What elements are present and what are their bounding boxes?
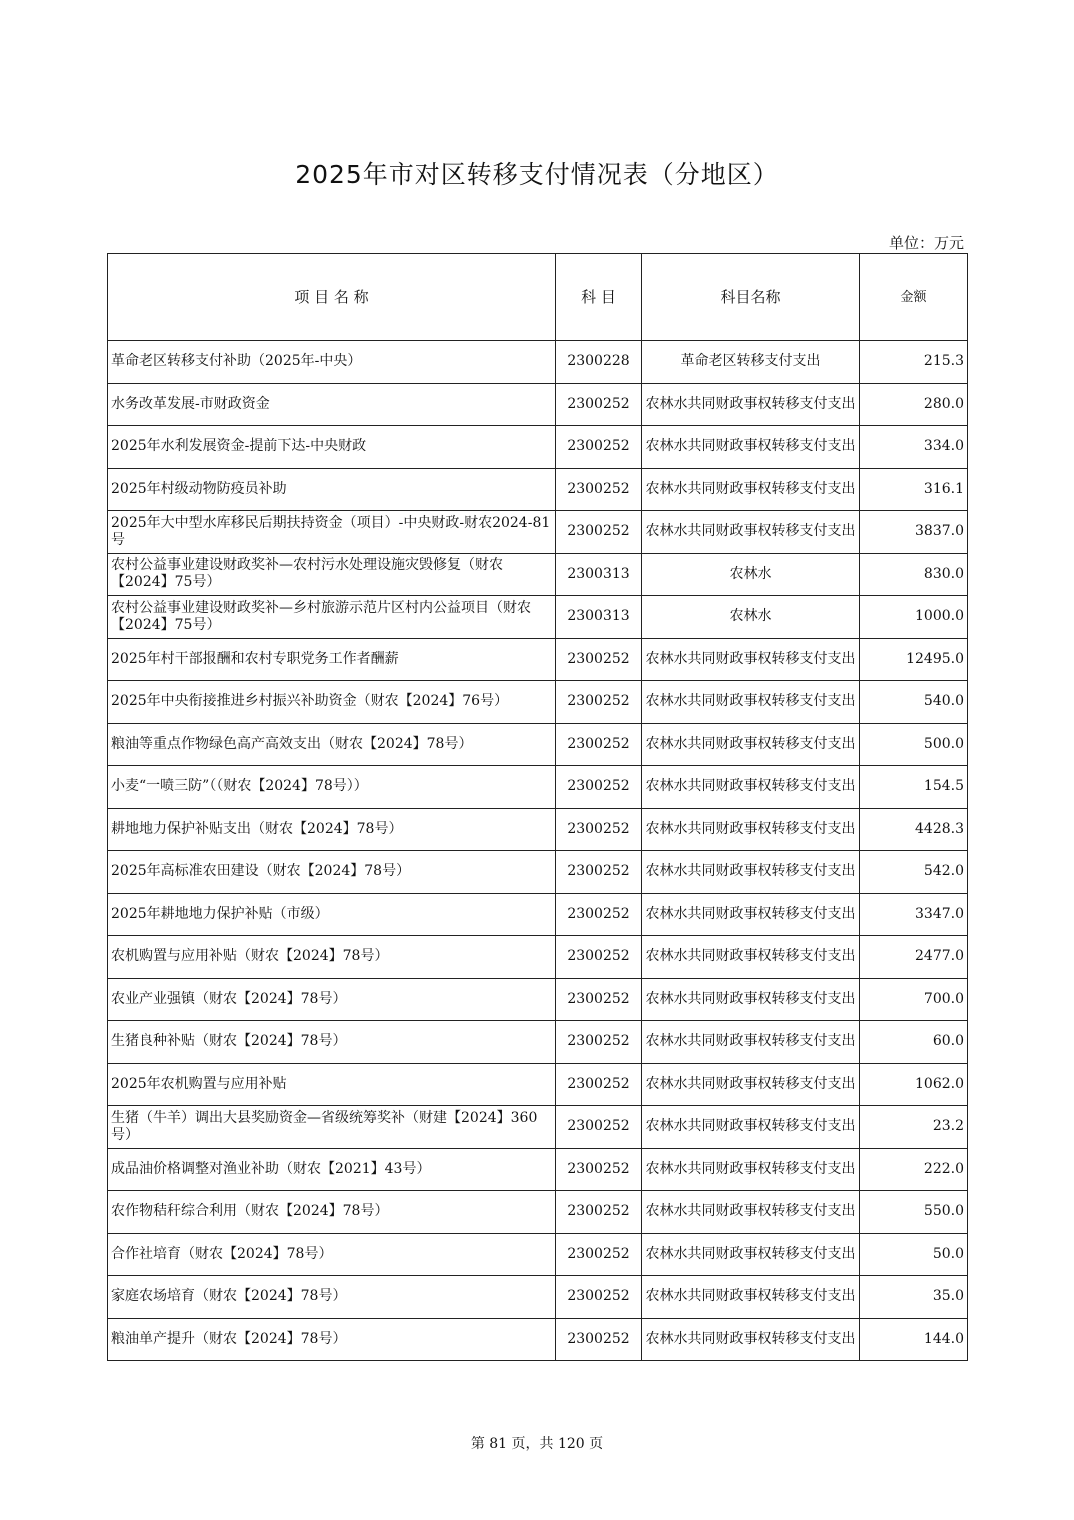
cell-subject-code: 2300252: [556, 893, 642, 936]
table-row: [108, 893, 968, 936]
cell-subject-code: 2300252: [556, 1148, 642, 1191]
cell-subject-name: 革命老区转移支付支出: [642, 341, 860, 384]
table-row: [108, 1318, 968, 1361]
cell-amount: 4428.3: [860, 808, 968, 851]
transfer-payment-table: [107, 253, 968, 1361]
cell-project-name: 生猪（牛羊）调出大县奖励资金—省级统筹奖补（财建【2024】360号）: [108, 1106, 556, 1149]
cell-subject-name: 农林水共同财政事权转移支付支出: [642, 1063, 860, 1106]
cell-project-name: 农作物秸秆综合利用（财农【2024】78号）: [108, 1191, 556, 1234]
table-row: [108, 766, 968, 809]
cell-subject-name: 农林水共同财政事权转移支付支出: [642, 1148, 860, 1191]
cell-subject-code: 2300252: [556, 468, 642, 511]
cell-project-name: 家庭农场培育（财农【2024】78号）: [108, 1276, 556, 1319]
cell-subject-name: 农林水共同财政事权转移支付支出: [642, 808, 860, 851]
cell-subject-name: 农林水共同财政事权转移支付支出: [642, 766, 860, 809]
header-amount: 金额: [860, 254, 968, 341]
table-row: [108, 511, 968, 554]
cell-amount: 50.0: [860, 1233, 968, 1276]
cell-subject-code: 2300252: [556, 383, 642, 426]
cell-subject-name: 农林水共同财政事权转移支付支出: [642, 1318, 860, 1361]
cell-project-name: 水务改革发展-市财政资金: [108, 383, 556, 426]
cell-subject-name: 农林水: [642, 553, 860, 596]
cell-amount: 280.0: [860, 383, 968, 426]
table-row: [108, 936, 968, 979]
cell-subject-code: 2300252: [556, 1106, 642, 1149]
cell-subject-code: 2300252: [556, 511, 642, 554]
cell-subject-code: 2300252: [556, 1318, 642, 1361]
cell-subject-code: 2300252: [556, 1021, 642, 1064]
cell-subject-name: 农林水共同财政事权转移支付支出: [642, 936, 860, 979]
cell-project-name: 2025年村级动物防疫员补助: [108, 468, 556, 511]
cell-project-name: 2025年高标准农田建设（财农【2024】78号）: [108, 851, 556, 894]
cell-subject-code: 2300252: [556, 808, 642, 851]
table-row: [108, 1021, 968, 1064]
cell-amount: 144.0: [860, 1318, 968, 1361]
cell-amount: 334.0: [860, 426, 968, 469]
table-row: [108, 426, 968, 469]
cell-amount: 60.0: [860, 1021, 968, 1064]
cell-project-name: 2025年大中型水库移民后期扶持资金（项目）-中央财政-财农2024-81号: [108, 511, 556, 554]
cell-amount: 154.5: [860, 766, 968, 809]
cell-project-name: 耕地地力保护补贴支出（财农【2024】78号）: [108, 808, 556, 851]
header-project-name: 项 目 名 称: [108, 254, 556, 341]
table-row: [108, 681, 968, 724]
cell-amount: 540.0: [860, 681, 968, 724]
table-row: [108, 596, 968, 639]
table-row: [108, 468, 968, 511]
cell-subject-name: 农林水共同财政事权转移支付支出: [642, 468, 860, 511]
cell-amount: 542.0: [860, 851, 968, 894]
cell-subject-name: 农林水共同财政事权转移支付支出: [642, 723, 860, 766]
cell-project-name: 农业产业强镇（财农【2024】78号）: [108, 978, 556, 1021]
cell-subject-code: 2300252: [556, 936, 642, 979]
table-row: [108, 851, 968, 894]
cell-subject-code: 2300252: [556, 1191, 642, 1234]
cell-subject-name: 农林水共同财政事权转移支付支出: [642, 1276, 860, 1319]
cell-project-name: 2025年村干部报酬和农村专职党务工作者酬薪: [108, 638, 556, 681]
cell-project-name: 成品油价格调整对渔业补助（财农【2021】43号）: [108, 1148, 556, 1191]
page-number: 第 81 页，共 120 页: [470, 1436, 604, 1452]
table-row: [108, 553, 968, 596]
cell-project-name: 农村公益事业建设财政奖补—乡村旅游示范片区村内公益项目（财农【2024】75号）: [108, 596, 556, 639]
cell-amount: 23.2: [860, 1106, 968, 1149]
cell-project-name: 生猪良种补贴（财农【2024】78号）: [108, 1021, 556, 1064]
cell-amount: 215.3: [860, 341, 968, 384]
cell-amount: 3837.0: [860, 511, 968, 554]
table-row: [108, 341, 968, 384]
cell-subject-code: 2300252: [556, 638, 642, 681]
cell-subject-name: 农林水共同财政事权转移支付支出: [642, 893, 860, 936]
table-row: [108, 1191, 968, 1234]
cell-subject-code: 2300252: [556, 1276, 642, 1319]
cell-project-name: 革命老区转移支付补助（2025年-中央）: [108, 341, 556, 384]
table-row: [108, 1233, 968, 1276]
cell-subject-name: 农林水共同财政事权转移支付支出: [642, 1191, 860, 1234]
cell-subject-code: 2300252: [556, 681, 642, 724]
cell-amount: 35.0: [860, 1276, 968, 1319]
table-row: [108, 1106, 968, 1149]
cell-subject-name: 农林水: [642, 596, 860, 639]
cell-subject-code: 2300252: [556, 978, 642, 1021]
table-header-row: [108, 254, 968, 341]
table-row: [108, 978, 968, 1021]
cell-subject-code: 2300252: [556, 723, 642, 766]
cell-subject-code: 2300252: [556, 851, 642, 894]
table-row: [108, 1063, 968, 1106]
cell-amount: 12495.0: [860, 638, 968, 681]
header-subject-code: 科 目: [556, 254, 642, 341]
cell-amount: 830.0: [860, 553, 968, 596]
page-title: 2025年市对区转移支付情况表（分地区）: [295, 160, 779, 189]
cell-subject-name: 农林水共同财政事权转移支付支出: [642, 1233, 860, 1276]
cell-subject-code: 2300252: [556, 1063, 642, 1106]
cell-project-name: 2025年耕地地力保护补贴（市级）: [108, 893, 556, 936]
cell-amount: 3347.0: [860, 893, 968, 936]
cell-amount: 500.0: [860, 723, 968, 766]
cell-project-name: 2025年中央衔接推进乡村振兴补助资金（财农【2024】76号）: [108, 681, 556, 724]
unit-label: 单位：万元: [888, 234, 964, 252]
cell-project-name: 合作社培育（财农【2024】78号）: [108, 1233, 556, 1276]
cell-subject-name: 农林水共同财政事权转移支付支出: [642, 978, 860, 1021]
cell-subject-code: 2300313: [556, 553, 642, 596]
cell-amount: 1062.0: [860, 1063, 968, 1106]
cell-project-name: 农村公益事业建设财政奖补—农村污水处理设施灾毁修复（财农【2024】75号）: [108, 553, 556, 596]
cell-amount: 222.0: [860, 1148, 968, 1191]
cell-subject-name: 农林水共同财政事权转移支付支出: [642, 681, 860, 724]
cell-project-name: 粮油等重点作物绿色高产高效支出（财农【2024】78号）: [108, 723, 556, 766]
cell-project-name: 2025年农机购置与应用补贴: [108, 1063, 556, 1106]
cell-amount: 1000.0: [860, 596, 968, 639]
table-row: [108, 638, 968, 681]
cell-subject-code: 2300228: [556, 341, 642, 384]
cell-project-name: 粮油单产提升（财农【2024】78号）: [108, 1318, 556, 1361]
table-row: [108, 1276, 968, 1319]
cell-amount: 316.1: [860, 468, 968, 511]
table-row: [108, 383, 968, 426]
cell-subject-name: 农林水共同财政事权转移支付支出: [642, 638, 860, 681]
cell-amount: 700.0: [860, 978, 968, 1021]
table-row: [108, 1148, 968, 1191]
cell-subject-code: 2300252: [556, 1233, 642, 1276]
cell-project-name: 农机购置与应用补贴（财农【2024】78号）: [108, 936, 556, 979]
table-row: [108, 723, 968, 766]
cell-subject-name: 农林水共同财政事权转移支付支出: [642, 426, 860, 469]
cell-subject-code: 2300252: [556, 426, 642, 469]
cell-subject-code: 2300252: [556, 766, 642, 809]
cell-subject-name: 农林水共同财政事权转移支付支出: [642, 511, 860, 554]
cell-subject-name: 农林水共同财政事权转移支付支出: [642, 1106, 860, 1149]
cell-subject-code: 2300313: [556, 596, 642, 639]
cell-subject-name: 农林水共同财政事权转移支付支出: [642, 383, 860, 426]
table-row: [108, 808, 968, 851]
cell-amount: 2477.0: [860, 936, 968, 979]
cell-project-name: 2025年水利发展资金-提前下达-中央财政: [108, 426, 556, 469]
cell-project-name: 小麦“一喷三防”（（财农【2024】78号））: [108, 766, 556, 809]
cell-subject-name: 农林水共同财政事权转移支付支出: [642, 1021, 860, 1064]
header-subject-name: 科目名称: [642, 254, 860, 341]
cell-amount: 550.0: [860, 1191, 968, 1234]
cell-subject-name: 农林水共同财政事权转移支付支出: [642, 851, 860, 894]
